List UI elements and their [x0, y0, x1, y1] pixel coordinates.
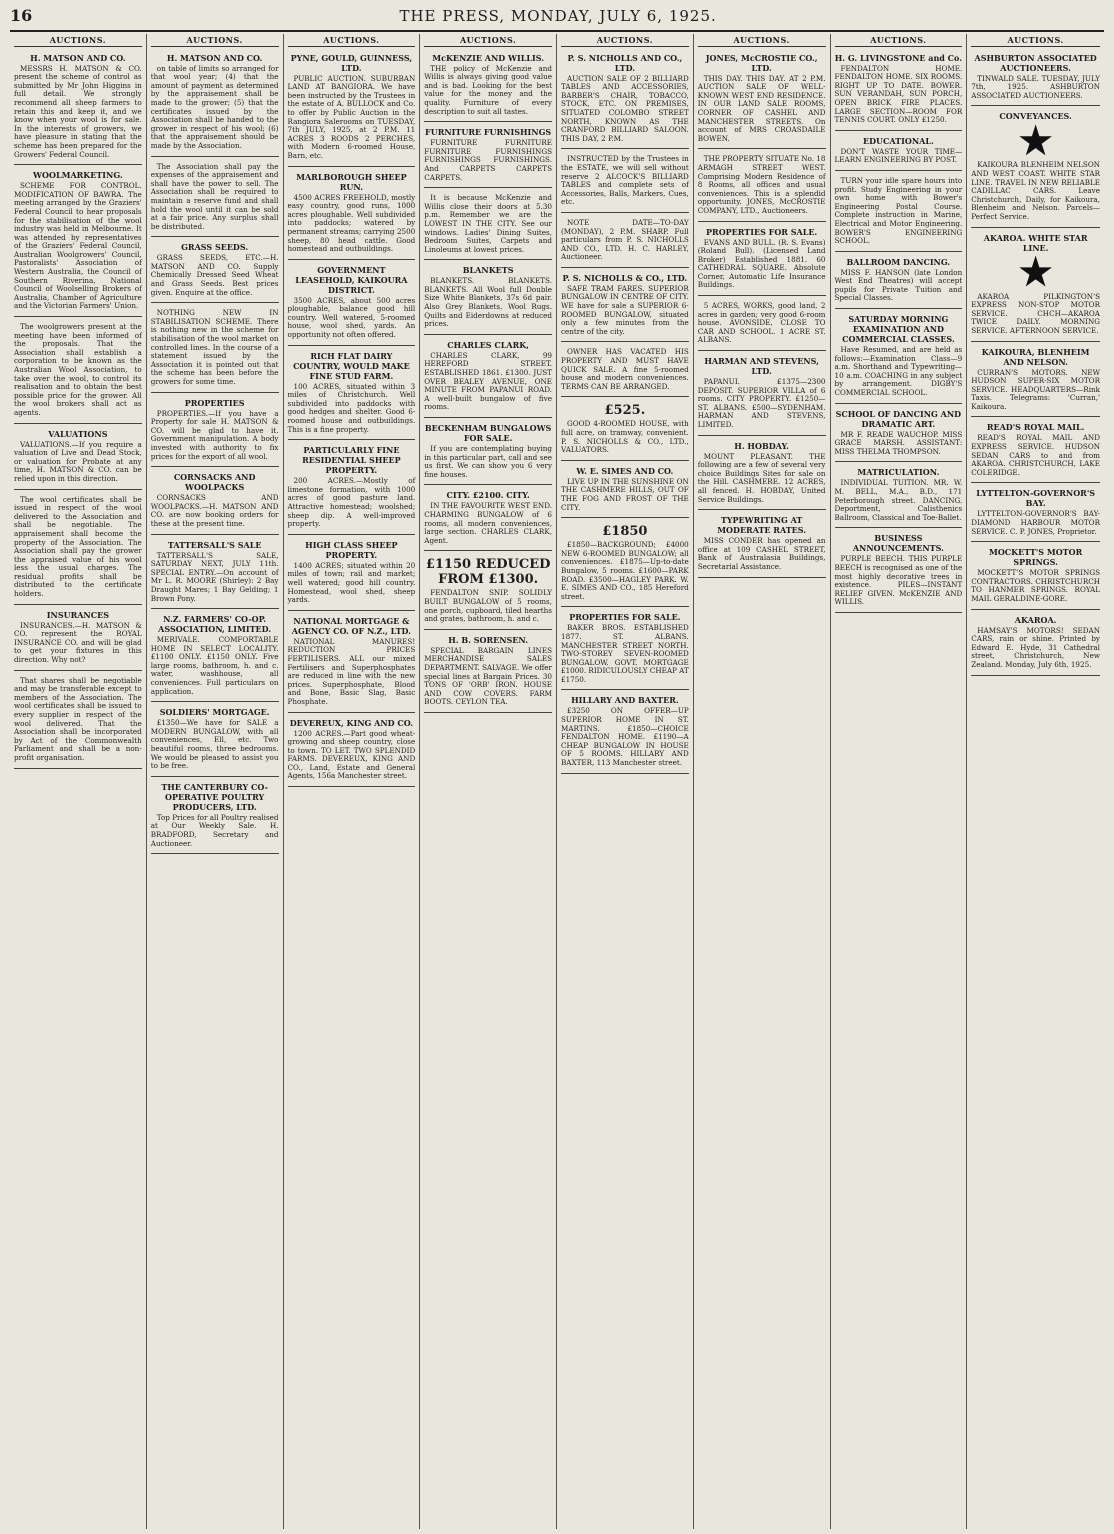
advert-headline: PYNE, GOULD, GUINNESS, LTD. [290, 52, 413, 73]
column [10, 34, 147, 1529]
advert-body: CHARLES CLARK, 99 HEREFORD STREET. ESTABLISHED 1861. £1300. JUST OVER BEALEY AVENUE, ONE MINUTE FROM PAPANUI ROAD. A well-built bungalow of five rooms. [424, 350, 552, 412]
advert-headline: LYTTELTON-GOVERNOR'S BAY. [976, 488, 1096, 509]
advertisement [288, 262, 416, 346]
advertisement [971, 612, 1100, 676]
advertisement [561, 344, 689, 397]
advert-headline: TYPEWRITING AT MODERATE RATES. [717, 515, 807, 536]
advert-headline: GRASS SEEDS. [181, 242, 249, 253]
advert-headline: FURNITURE FURNISHINGS [425, 127, 552, 138]
advertisement [835, 254, 963, 309]
advert-body: MISS CONDER has opened an office at 109 CASHEL STREET, Bank of Australasia Buildings, Secretarial Assistance. [697, 536, 826, 571]
advert-body: HAMSAY'S MOTORS! SEDAN CARS, rain or shine. Printed by Edward E. Hyde, 31 Cathedral street, Christchurch, New Zealand. Monday, July 6th, 1925. [971, 625, 1100, 669]
advertisement [424, 420, 552, 485]
advert-body: MESSRS H. MATSON & CO. present the scheme of control as submitted by Mr John Higgins in full detail. We strongly recommend all sheep farmers to retain this and keep it, and we know when your wool is for sale. In the interests of growers, we have pleasure in stating that the scheme has been prepared for the Growers' Federal Council. [14, 63, 142, 159]
advert-body: PROPERTIES.—If you have a Property for sale H. MATSON & CO. will be glad to have it. Government manipulation. A body invested with authority to fix prices for the export of all wool. [150, 408, 279, 461]
advertisement [424, 487, 552, 551]
advertisement [151, 395, 279, 468]
advert-body: £1850—BACKGROUND; £4000 NEW 6-ROOMED BUNGALOW; all conveniences. £1875—Up-to-date Bungalow, 5 rooms. £1600—PARK ROAD. £3500—HAGLEY PARK. W. E. SIMES AND CO., 185 Hereford street. [561, 540, 689, 601]
advert-body: BAKER BROS. ESTABLISHED 1877. ST. ALBANS. MANCHESTER STREET NORTH. TWO-STOREY SEVEN-ROOMED BUNGALOW. GOVT. MORTGAGE £1000. RIDICULOUSLY CHEAP AT £1750. [561, 623, 689, 684]
advertisement [561, 151, 689, 213]
column [420, 34, 557, 1529]
advert-headline: H. MATSON AND CO. [30, 52, 126, 63]
advert-headline: INSURANCES [46, 609, 109, 620]
advert-headline: SOLDIERS' MORTGAGE. [159, 707, 270, 718]
advert-body: VALUATIONS.—If you require a valuation of Live and Dead Stock, or valuation for Probate at any time, H. MATSON & CO. can be relied upon in this direction. [14, 439, 142, 483]
advert-body: NOTE DATE—TO-DAY (MONDAY), 2 P.M. SHARP. Full particulars from P. S. NICHOLLS AND CO., LTD. H. C. HARLEY, Auctioneer. [561, 217, 689, 262]
advert-body: 5 ACRES, WORKS, good land, 2 acres in garden; very good 6-room house. AVONSIDE, CLOSE TO CAR AND SCHOOL. 1 ACRE ST. ALBANS. [697, 301, 826, 345]
advert-body: NATIONAL MANURES! REDUCTION PRICES FERTILISERS. ALL our mixed Fertilisers and Superphosphates are reduced in line with the new prices. Superphosphate, Blood and Bone, Basic Slag, Basic Phosphate. [287, 636, 416, 706]
advert-headline: PROPERTIES FOR SALE. [569, 612, 681, 623]
advert-body: READ'S ROYAL MAIL AND EXPRESS SERVICE. HUDSON SEDAN CARS to and from AKAROA. CHRISTCHURCH, LAKE COLERIDGE. [971, 433, 1100, 477]
advert-body: If you are contemplating buying in this particular part, call and see us first. We can show you 6 very fine houses. [424, 444, 552, 479]
advert-body: LYTTELTON-GOVERNOR'S BAY-DIAMOND HARBOUR MOTOR SERVICE. C. P. JONES, Proprietor. [971, 509, 1100, 536]
advertisement [971, 230, 1100, 342]
advert-headline: CONVEYANCES. [999, 111, 1072, 122]
advert-body: NOTHING NEW IN STABILISATION SCHEME. There is nothing new in the scheme for stabilisation of the wool market on controlled lines. In the course of a statement issued by the Association it is pointed out that the scheme has been before the growers for some time. [150, 308, 279, 386]
advert-headline: ASHBURTON ASSOCIATED AUCTIONEERS. [974, 52, 1097, 73]
advertisement [971, 544, 1100, 609]
advert-body: THIS DAY. THIS DAY. AT 2 P.M. AUCTION SALE OF WELL-KNOWN WEST END RESIDENCE. IN OUR LAND SALE ROOMS, CORNER OF CASHEL AND MANCHESTER STREETS. On account of MRS CROASDAILE BOWEN. [697, 73, 826, 143]
advert-headline: MATRICULATION. [857, 467, 940, 478]
advert-body: 1400 ACRES; situated within 20 miles of town; rail and market; well watered; good hill country. Homestead, wool shed, sheep yards. [287, 560, 416, 605]
advert-body: FURNITURE FURNITURE FURNITURE FURNISHINGS FURNISHINGS FURNISHINGS. And CARPETS CARPETS CARPETS. [424, 138, 552, 182]
advertisement [835, 50, 963, 131]
advert-body: PAPANUI. £1375—2300 DEPOSIT. SUPERIOR VILLA of 6 rooms. CITY PROPERTY. £1250—ST. ALBANS. £500—SYDENHAM. HARMAN AND STEVENS, LIMITED. [697, 377, 826, 429]
advertisement [14, 492, 142, 605]
advertisement [561, 215, 689, 268]
advert-body: KAIKOURA BLENHEIM NELSON AND WEST COAST. WHITE STAR LINE. TRAVEL IN NEW RELIABLE CADILLAC CARS. Leave Christchurch, Daily, for Kaikoura, Blenheim and Nelson. Parcels—Perfect Service. [971, 160, 1100, 221]
advert-body: £1350—We have for SALE a MODERN BUNGALOW, with all conveniences, Ell, etc. Two beautiful rooms, three bedrooms. We would be pleased to assist you to be free. [150, 718, 279, 771]
advertisement [151, 159, 279, 238]
advert-body: TATTERSALL'S SALE, SATURDAY NEXT, JULY 11th. SPECIAL ENTRY.—On account of Mr L. R. MOORE (Shirley): 2 Bay Draught Mares; 1 Bay Gelding; 1 Brown Pony. [150, 550, 279, 603]
advertisement [288, 715, 416, 788]
advertisement [835, 464, 963, 528]
advertisement [14, 426, 142, 490]
advert-headline: BLANKETS [462, 265, 514, 276]
advert-body: AUCTION SALE OF 2 BILLIARD TABLES AND ACCESSORIES, BARBER'S CHAIR, TOBACCO, STOCK, ETC. ON PREMISES, SITUATED COLOMBO STREET NORTH, KNOWN AS THE CRANFORD BILLIARD SALOON. THIS DAY, 2 P.M. [561, 73, 689, 143]
advertisement [698, 512, 826, 577]
advert-headline: BUSINESS ANNOUNCEMENTS. [852, 533, 944, 554]
newspaper-title: THE PRESS, MONDAY, JULY 6, 1925. [399, 7, 717, 25]
advert-body: THE PROPERTY SITUATE No. 18 ARMAGH STREET WEST. Comprising Modern Residence of 8 Rooms, all offices and usual conveniences. This is a splendid opportunity. JONES, McCROSTIE COMPANY, LTD., Auctioneers. [697, 154, 826, 215]
advert-headline: AKAROA. WHITE STAR LINE. [983, 232, 1088, 253]
column [831, 34, 968, 1529]
masthead [10, 6, 1104, 32]
advert-body: OWNER HAS VACATED HIS PROPERTY AND MUST HAVE QUICK SALE. A fine 5-roomed house and modern conveniences. TERMS CAN BE ARRANGED. [561, 347, 689, 391]
advert-body: GRASS SEEDS, ETC.—H. MATSON AND CO. Supply Chemically Dressed Seed Wheat and Grass Seeds. Best prices given. Enquire at the office. [150, 253, 279, 297]
advert-body: It is because McKenzie and Willis close their doors at 5.30 p.m. Remember we are the LOWEST IN THE CITY. See our windows. Ladies' Dining Suites, Bedroom Suites, Carpets and Linoleums at lowest prices. [424, 193, 552, 254]
advert-body: CORNSACKS AND WOOLPACKS.—H. MATSON AND CO. are now booking orders for these at the present time. [150, 493, 279, 528]
column-heading: AUCTIONS. [561, 34, 689, 47]
advert-body: FENDALTON HOME. FENDALTON HOME. SIX ROOMS. RIGHT UP TO DATE. BOWER. SUN VERANDAH, SUN PORCH, OPEN BRICK FIRE PLACES. LARGE SECTION—ROOM FOR TENNIS COURT. ONLY £1250. [834, 63, 963, 125]
advertisement [424, 190, 552, 260]
advert-headline: VALUATIONS [48, 428, 108, 439]
advert-headline: RICH FLAT DAIRY COUNTRY, WOULD MAKE FINE STUD FARM. [293, 350, 410, 381]
advertisement [424, 262, 552, 335]
advert-body: MOUNT PLEASANT. THE following are a few of several very choice Buildings Sites for sale on the Hill. CASHMERE. 12 ACRES, all fenced. H. HOBDAY, United Service Buildings. [697, 451, 826, 504]
advert-body: INSURANCES.—H. MATSON & CO. represent the ROYAL INSURANCE CO. and will be glad to get your fixtures in this direction. Why not? [14, 620, 142, 665]
advert-headline: SATURDAY MORNING EXAMINATION AND COMMERCIAL CLASSES. [842, 314, 955, 345]
advert-headline: CITY. £2100. CITY. [446, 490, 530, 501]
advert-headline: HIGH CLASS SHEEP PROPERTY. [305, 539, 398, 560]
advertisement [698, 438, 826, 511]
advert-body: The Association shall pay the expenses of the appraisement and shall have the power to sell. The Association shall be required to maintain a reserve fund and shall hold the wool until it can be sold at a fair price. Any surplus shall be distributed. [150, 161, 279, 231]
advertisement [151, 611, 279, 702]
advertisement [151, 537, 279, 610]
advert-headline: MARLBOROUGH SHEEP RUN. [296, 171, 407, 192]
advert-body: 100 ACRES, situated within 3 miles of Christchurch. Well subdivided into paddocks with good hedges and shelter. Good 6-roomed house and outbuildings. This is a fine property. [287, 381, 416, 434]
advertisement [971, 419, 1100, 483]
advert-body: £3250 ON OFFER—UP SUPERIOR HOME IN ST. MARTINS. £1850—CHOICE FENDALTON HOME. £1190—A CHEAP BUNGALOW IN HOUSE OF 5 ROOMS. HILLARY AND BAXTER, 113 Manchester street. [561, 706, 689, 768]
advert-headline: THE CANTERBURY CO-OPERATIVE POULTRY PRODUCERS, LTD. [161, 781, 268, 812]
advertisement [424, 553, 552, 629]
column-heading: AUCTIONS. [14, 34, 142, 47]
advert-body: MOCKETT'S MOTOR SPRINGS CONTRACTORS. CHRISTCHURCH TO HANMER SPRINGS. ROYAL MAIL GERALDINE-GORE. [971, 568, 1100, 603]
advert-headline: JONES, McCROSTIE CO., LTD. [705, 52, 818, 73]
advertisement [288, 348, 416, 441]
advert-headline: W. E. SIMES AND CO. [576, 465, 674, 476]
advert-body: Have Resumed, and are held as follows:—Examination Class—9 a.m. Shorthand and Typewriting—10 a.m. COACHING in any subject by arrangement. DIGBY'S COMMERCIAL SCHOOL. [834, 345, 963, 398]
page-number: 16 [10, 6, 33, 25]
advert-body: PUBLIC AUCTION. SUBURBAN LAND AT BANGIORA. We have been instructed by the Trustees in the estate of A. BULLOCK and Co. to offer by Public Auction in the Rangiora Salerooms on TUESDAY, 7th JULY, 1925, at 2 P.M. 11 ACRES 3 ROODS 2 PERCHES, with Modern 6-roomed House, Barn, etc. [287, 73, 416, 160]
advert-headline: GOVERNMENT LEASEHOLD, KAIKOURA DISTRICT. [295, 264, 408, 295]
advertisement [424, 632, 552, 713]
advert-body: IN THE FAVOURITE WEST END. CHARMING BUNGALOW of 6 rooms, all modern conveniences, large section. CHARLES CLARK, Agent. [424, 501, 552, 545]
advertisement [835, 530, 963, 613]
advertisement [561, 399, 689, 460]
advertisement [698, 151, 826, 221]
advert-headline: NATIONAL MORTGAGE & AGENCY CO. OF N.Z., LTD. [291, 615, 411, 636]
advert-body: DON'T WASTE YOUR TIME—LEARN ENGINEERING BY POST. [834, 146, 963, 165]
advert-headline: £1850 [602, 524, 648, 540]
advert-body: 1200 ACRES.—Part good wheat-growing and sheep country, close to town. TO LET. TWO SPLENDID FARMS. DEVEREUX, KING AND CO., Land, Estate and General Agents, 156a Manchester street. [287, 728, 416, 781]
advert-headline: DEVEREUX, KING AND CO. [289, 717, 414, 728]
advert-body: MERIVALE. COMFORTABLE HOME IN SELECT LOCALITY. £1100 ONLY. £1150 ONLY. Five large rooms, bathroom, h. and c. water, washhouse, all conveniences. Full particulars on application. [150, 635, 279, 696]
advert-body: THE policy of McKenzie and Willis is always giving good value and is bad. Looking for the best value for the money and the quality. Furniture of every description to suit all tastes. [424, 63, 552, 116]
column-heading: AUCTIONS. [424, 34, 552, 47]
advertisement [151, 469, 279, 534]
advert-headline: HARMAN AND STEVENS, LTD. [704, 356, 819, 377]
advertisement [835, 406, 963, 463]
advertisement [14, 50, 142, 166]
advertisement [561, 463, 689, 518]
advertisement [835, 311, 963, 404]
advert-body: Top Prices for all Poultry realised at Our Weekly Sale. H. BRADFORD, Secretary and Auctioneer. [150, 812, 279, 848]
advertisement [288, 442, 416, 535]
column-heading: AUCTIONS. [288, 34, 416, 47]
advertisement [151, 239, 279, 303]
advert-body: SPECIAL BARGAIN LINES MERCHANDISE SALES DEPARTMENT. SALVAGE. We offer special lines at Bargain Prices. 30 TONS OF 'ORB' IRON. HOUSE AND COW COVERS. FARM BOOTS. CEYLON TEA. [424, 645, 552, 707]
column [694, 34, 831, 1529]
advertisement [14, 673, 142, 769]
advertisement [288, 613, 416, 713]
advert-body: MR F. READE WAUCHOP. MISS GRACE MARSH. ASSISTANT: MISS THELMA THOMPSON. [834, 429, 963, 456]
advertisement [151, 704, 279, 777]
advert-body: FENDALTON SNIP. SOLIDLY BUILT BUNGALOW of 5 rooms, one porch, cupboard, tiled hearths and grates, bathroom, h. and c. [424, 588, 552, 624]
advertisement [971, 485, 1100, 542]
advert-headline: £525. [604, 403, 646, 419]
advert-headline: CHARLES CLARK, [447, 339, 529, 350]
advert-headline: SCHOOL OF DANCING AND DRAMATIC ART. [835, 408, 962, 429]
column-heading: AUCTIONS. [835, 34, 963, 47]
advertisement [151, 779, 279, 854]
advert-body: LIVE UP IN THE SUNSHINE ON THE CASHMERE HILLS, OUT OF THE FOG AND FROST OF THE CITY. [561, 476, 689, 512]
advert-body: AKAROA PILKINGTON'S EXPRESS NON-STOP MOTOR SERVICE. CHCH—AKAROA TWICE DAILY. MORNING SERVICE. AFTERNOON SERVICE. [971, 291, 1100, 335]
advert-body: TINWALD SALE. TUESDAY, JULY 7th, 1925. ASHBURTON ASSOCIATED AUCTIONEERS. [971, 73, 1100, 100]
advertisement [151, 305, 279, 392]
advertisement [698, 224, 826, 297]
advert-headline: AKAROA. [1014, 614, 1057, 625]
advertisement [835, 173, 963, 252]
advert-body: 4500 ACRES FREEHOLD, mostly easy country, good runs, 1000 acres ploughable. Well subdivided into paddocks; watered by permanent streams; carrying 2500 sheep, 80 head cattle. Good homestead and outbuildings. [287, 192, 416, 254]
advertisement [835, 133, 963, 171]
advertisement [424, 50, 552, 123]
advert-body: 3500 ACRES, about 500 acres ploughable, balance good hill country. Well watered, 5-roomed house, wool shed, yards. An opportunity not often offered. [287, 295, 416, 340]
advertisement [561, 692, 689, 773]
advert-headline: H. B. SORENSEN. [448, 634, 528, 645]
advert-body: The woolgrowers present at the meeting have been informed of the proposals. That the Association shall establish a corporation to be known as the Australian Wool Association, to take over the wool, to control its realisation and to obtain the best possible price for the grower. All the wool brokers shall act as agents. [14, 322, 142, 417]
advertisement [561, 609, 689, 690]
advertisement [971, 50, 1100, 107]
advertisement [698, 353, 826, 436]
advert-headline: EDUCATIONAL. [863, 135, 934, 146]
column-heading: AUCTIONS. [971, 34, 1100, 47]
advert-headline: H. G. LIVINGSTONE and Co. [834, 52, 963, 63]
advert-headline: KAIKOURA, BLENHEIM AND NELSON. [981, 346, 1090, 367]
advert-headline: P. S. NICHOLLS & CO., LTD. [562, 272, 688, 283]
advert-body: GOOD 4-ROOMED HOUSE, with full acre, on tramway, convenient. P. S. NICHOLLS & CO., LTD., VALUATORS. [561, 419, 689, 455]
advert-headline: McKENZIE AND WILLIS. [432, 52, 545, 63]
advertisement [424, 337, 552, 418]
advertisement [561, 50, 689, 150]
advertisement [14, 319, 142, 424]
star-logo-icon [1019, 124, 1053, 158]
advert-headline: MOCKETT'S MOTOR SPRINGS. [988, 547, 1083, 568]
advert-body: SAFE TRAM FARES. SUPERIOR BUNGALOW IN CENTRE OF CITY. WE have for sale a SUPERIOR 6-ROOMED BUNGALOW, situated only a few minutes from the centre of the city. [561, 283, 689, 336]
advert-headline: P. S. NICHOLLS AND CO., LTD. [567, 52, 683, 73]
advert-headline: CORNSACKS AND WOOLPACKS [173, 472, 256, 493]
advert-body: EVANS AND BULL. (R. S. Evans) (Roland Bull). (Licensed Land Broker) Established 1881. 60 CATHEDRAL SQUARE. Absolute Corner, Automatic Life Insurance Buildings. [697, 237, 826, 290]
advertisement [14, 607, 142, 671]
advertisement [288, 50, 416, 167]
advertisement [288, 537, 416, 611]
column-heading: AUCTIONS. [151, 34, 279, 47]
advertisement [14, 167, 142, 317]
advertisement [971, 108, 1100, 227]
advert-body: MISS F. HANSON (late London West End Theatres) will accept pupils for Private Tuition and Special Classes. [834, 267, 963, 303]
advert-headline: HILLARY AND BAXTER. [571, 695, 679, 706]
advertisement [561, 520, 689, 607]
column [284, 34, 421, 1529]
advert-body: SCHEME FOR CONTROL. MODIFICATION OF BAWRA. The meeting arranged by the Graziers' Federal Council to hear proposals for the stabilisation of the wool industry was held in Melbourne. It was attended by representatives of the Graziers' Federal Council, Australian Woolgrowers' Council, Pastoralists' Association of Western Australia, the Council of Southern Riverina, National Council of Woolselling Brokers of Australia, Chamber of Agriculture and the Victorian Farmers' Union. [14, 181, 142, 311]
advert-headline: N.Z. FARMERS' CO-OP. ASSOCIATION, LIMITED. [158, 614, 272, 635]
advert-body: PURPLE BEECH. THIS PURPLE BEECH is recognised as one of the most highly decorative trees in existence. PILES—INSTANT RELIEF GIVEN. McKENZIE AND WILLIS. [834, 554, 963, 607]
advertisement [151, 50, 279, 157]
advertisement [424, 124, 552, 188]
column [147, 34, 284, 1529]
advert-headline: PROPERTIES [184, 397, 245, 408]
column-heading: AUCTIONS. [698, 34, 826, 47]
advert-headline: TATTERSALL'S SALE [167, 539, 262, 550]
advertisement [698, 298, 826, 351]
column [557, 34, 694, 1529]
advert-headline: READ'S ROYAL MAIL. [986, 422, 1085, 433]
advert-body: CURRAN'S MOTORS. NEW HUDSON SUPER-SIX MOTOR SERVICE. HEADQUARTERS—Rink Taxis. Telegrams: 'Curran,' Kaikoura. [971, 367, 1100, 411]
advert-body: INDIVIDUAL TUITION. MR. W. M. BELL, M.A., B.D., 171 Peterborough street. DANCING. Deportment, Calisthenics Ballroom, Classical and Toe-Ballet. [834, 478, 963, 522]
advertisement [698, 50, 826, 150]
advert-body: BLANKETS. BLANKETS. BLANKETS. All Wool full Double Size White Blankets, 37s 6d pair. Also Grey Blankets. Wool Rugs. Quilts and Eiderdowns at reduced prices. [424, 276, 552, 329]
advert-body: 200 ACRES.—Mostly of limestone formation, with 1000 acres of good pasture land. Attractive homestead; woolshed; sheep dip. A well-improved property. [287, 476, 416, 529]
advert-headline: H. HOBDAY. [734, 440, 789, 451]
advert-body: The wool certificates shall be issued in respect of the wool delivered to the Association and shall be negotiable. The appraisement shall become the property of the Association. The Association shall pay the grower the appraised value of his wool less the usual charges. The residual profits shall be distributed to the certificate holders. [14, 494, 142, 599]
advert-headline: WOOLMARKETING. [33, 170, 123, 181]
advert-body: on table of limits so arranged for that wool year; (4) that the amount of payment as determined by the appraisement shall be made to the grower; (5) that the certificates issued by the Association shall be handed to the grower in respect of his wool; (6) that the appraisement should be made by the Association. [150, 63, 279, 150]
advert-headline: PARTICULARLY FINE RESIDENTIAL SHEEP PROPERTY. [302, 445, 401, 476]
advertisement [561, 270, 689, 343]
advert-body: That shares shall be negotiable and may be transferable except to members of the Association. The wool certificates shall be issued to every supplier in respect of the wool delivered. That the Association shall be incorporated by Act of the Commonwealth Parliament and shall be a non-profit organisation. [14, 675, 142, 762]
advertisement [971, 344, 1100, 418]
column [967, 34, 1104, 1529]
advert-headline: BALLROOM DANCING. [846, 256, 951, 267]
star-logo-icon [1019, 256, 1053, 290]
advert-headline: BECKENHAM BUNGALOWS FOR SALE. [424, 423, 552, 443]
advert-body: TURN your idle spare hours into profit. Study Engineering in your own home with Bower's Engineering Postal Course. Complete instruction in Marine, Electrical and Motor Engineering. BOWER'S ENGINEERING SCHOOL. [834, 175, 963, 246]
advertisement [288, 169, 416, 260]
advert-headline: £1150 REDUCED FROM £1300. [425, 557, 551, 588]
advert-headline: PROPERTIES FOR SALE. [706, 226, 818, 237]
columns-container [10, 34, 1104, 1529]
advert-headline: H. MATSON AND CO. [166, 52, 263, 63]
advert-body: INSTRUCTED by the Trustees in the ESTATE, we will sell without reserve 2 ALCOCK'S BILLIARD TABLES and complete sets of Accessories, Balls, Markers, Cues, etc. [561, 154, 689, 207]
